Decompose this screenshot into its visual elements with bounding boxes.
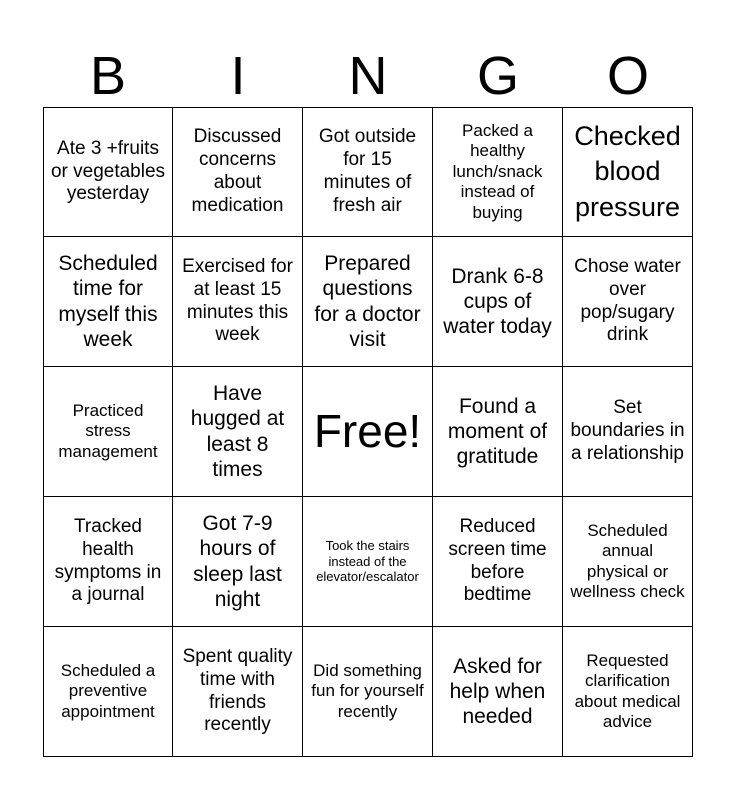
free-space-cell[interactable]: Free! [303, 367, 433, 497]
bingo-cell[interactable]: Got outside for 15 minutes of fresh air [303, 107, 433, 237]
bingo-cell[interactable]: Took the stairs instead of the elevator/escalator [303, 497, 433, 627]
bingo-cell[interactable]: Practiced stress management [43, 367, 173, 497]
bingo-cell[interactable]: Scheduled annual physical or wellness check [563, 497, 693, 627]
header-letter-i: I [230, 46, 246, 106]
bingo-cell[interactable]: Spent quality time with friends recently [173, 627, 303, 757]
bingo-cell[interactable]: Reduced screen time before bedtime [433, 497, 563, 627]
bingo-cell[interactable]: Asked for help when needed [433, 627, 563, 757]
bingo-cell[interactable]: Checked blood pressure [563, 107, 693, 237]
bingo-cell[interactable]: Prepared questions for a doctor visit [303, 237, 433, 367]
header-letter-o: O [606, 46, 649, 106]
bingo-header [43, 44, 693, 108]
header-letter-g: G [476, 46, 519, 106]
bingo-cell[interactable]: Packed a healthy lunch/snack instead of buying [433, 107, 563, 237]
bingo-cell[interactable]: Tracked health symptoms in a journal [43, 497, 173, 627]
bingo-cell[interactable]: Requested clarification about medical advice [563, 627, 693, 757]
bingo-cell[interactable]: Drank 6-8 cups of water today [433, 237, 563, 367]
bingo-cell[interactable]: Did something fun for yourself recently [303, 627, 433, 757]
bingo-cell[interactable]: Scheduled time for myself this week [43, 237, 173, 367]
bingo-cell[interactable]: Set boundaries in a relationship [563, 367, 693, 497]
header-letter-b: B [89, 46, 127, 106]
bingo-cell[interactable]: Scheduled a preventive appointment [43, 627, 173, 757]
bingo-cell[interactable]: Chose water over pop/sugary drink [563, 237, 693, 367]
bingo-cell[interactable]: Discussed concerns about medication [173, 107, 303, 237]
bingo-cell[interactable]: Have hugged at least 8 times [173, 367, 303, 497]
bingo-cell[interactable]: Ate 3 +fruits or vegetables yesterday [43, 107, 173, 237]
bingo-board [43, 107, 693, 757]
header-letter-n: N [348, 46, 388, 106]
bingo-cell[interactable]: Exercised for at least 15 minutes this week [173, 237, 303, 367]
bingo-cell[interactable]: Got 7-9 hours of sleep last night [173, 497, 303, 627]
bingo-cell[interactable]: Found a moment of gratitude [433, 367, 563, 497]
